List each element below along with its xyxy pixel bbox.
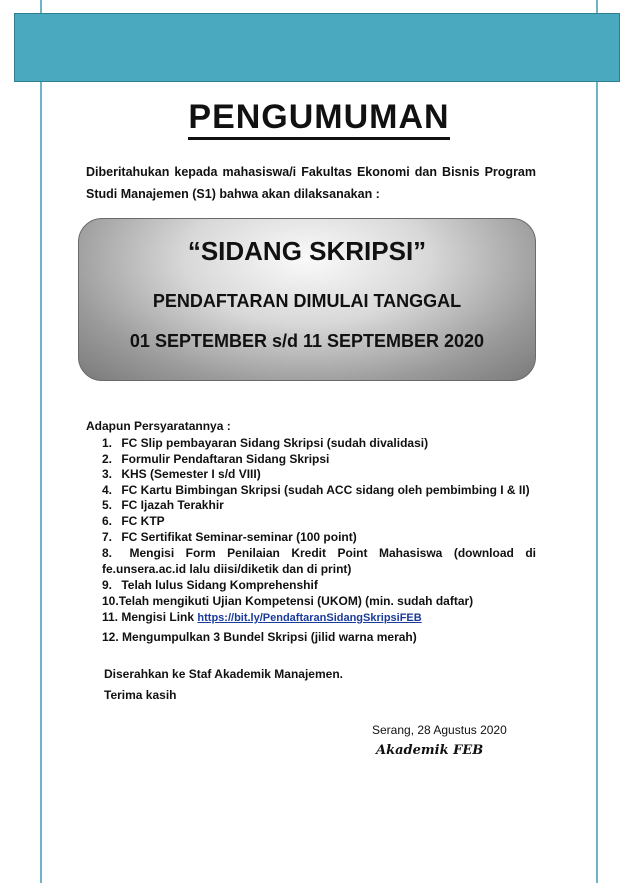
requirement-text: FC KTP — [121, 514, 165, 528]
requirement-number: 9. — [102, 578, 113, 592]
requirement-item — [102, 546, 536, 577]
requirement-text: FC Ijazah Terakhir — [121, 498, 224, 512]
requirement-text: Telah mengikuti Ujian Kompetensi (UKOM) (min. sudah daftar) — [118, 594, 474, 608]
place-date: Serang, 28 Agustus 2020 — [372, 723, 507, 737]
requirement-item — [102, 578, 536, 594]
requirement-number: 10. — [102, 594, 119, 608]
intro-text: Diberitahukan kepada mahasiswa/i Fakultas Ekonomi dan Bisnis Program Studi Manajemen (S1) bahwa akan dilaksanakan : — [86, 165, 536, 201]
requirement-number: 11. — [102, 610, 119, 624]
requirement-number: 6. — [102, 514, 113, 528]
requirement-item — [102, 467, 536, 483]
requirement-item — [102, 436, 536, 452]
requirement-item — [102, 530, 536, 546]
requirement-item — [102, 630, 536, 646]
requirement-item — [102, 498, 536, 514]
requirement-number: 7. — [102, 530, 113, 544]
requirement-text: Mengisi Link — [121, 610, 195, 624]
header-band — [14, 13, 620, 82]
requirement-number: 5. — [102, 498, 113, 512]
requirement-number: 2. — [102, 452, 113, 466]
requirement-number: 3. — [102, 467, 113, 481]
announcement-banner — [78, 218, 536, 381]
requirement-number: 4. — [102, 483, 113, 497]
requirement-number: 1. — [102, 436, 113, 450]
requirement-text: Formulir Pendaftaran Sidang Skripsi — [121, 452, 330, 466]
signature: Akademik FEB — [376, 743, 484, 758]
requirement-text: KHS (Semester I s/d VIII) — [121, 467, 261, 481]
page-title: PENGUMUMAN — [0, 98, 638, 137]
requirement-text: Telah lulus Sidang Komprehenshif — [121, 578, 318, 592]
requirement-number: 12. — [102, 630, 119, 644]
requirement-item — [102, 452, 536, 468]
registration-link[interactable]: https://bit.ly/PendaftaranSidangSkripsiFEB — [197, 612, 422, 624]
requirement-text: FC Kartu Bimbingan Skripsi (sudah ACC sidang oleh pembimbing I & II) — [121, 483, 530, 497]
banner-heading: “SIDANG SKRIPSI” — [187, 236, 427, 266]
closing-line2: Terima kasih — [104, 688, 177, 702]
requirement-text: Mengisi Form Penilaian Kredit Point Mahasiswa (download di fe.unsera.ac.id lalu diisi/diketik dan di print) — [102, 546, 536, 576]
requirement-item — [102, 514, 536, 530]
requirement-text: FC Slip pembayaran Sidang Skripsi (sudah divalidasi) — [121, 436, 429, 450]
requirement-text: FC Sertifikat Seminar-seminar (100 point) — [121, 530, 357, 544]
requirement-number: 8. — [102, 546, 113, 560]
closing-line1: Diserahkan ke Staf Akademik Manajemen. — [104, 667, 343, 681]
requirement-text: Mengumpulkan 3 Bundel Skripsi (jilid warna merah) — [122, 630, 417, 644]
requirement-item — [102, 483, 536, 499]
banner-line1: PENDAFTARAN DIMULAI TANGGAL — [152, 291, 462, 311]
requirement-item — [102, 610, 536, 627]
requirement-item — [102, 594, 536, 610]
requirements-heading: Adapun Persyaratannya : — [86, 419, 231, 433]
banner-line2: 01 SEPTEMBER s/d 11 SEPTEMBER 2020 — [129, 331, 485, 351]
